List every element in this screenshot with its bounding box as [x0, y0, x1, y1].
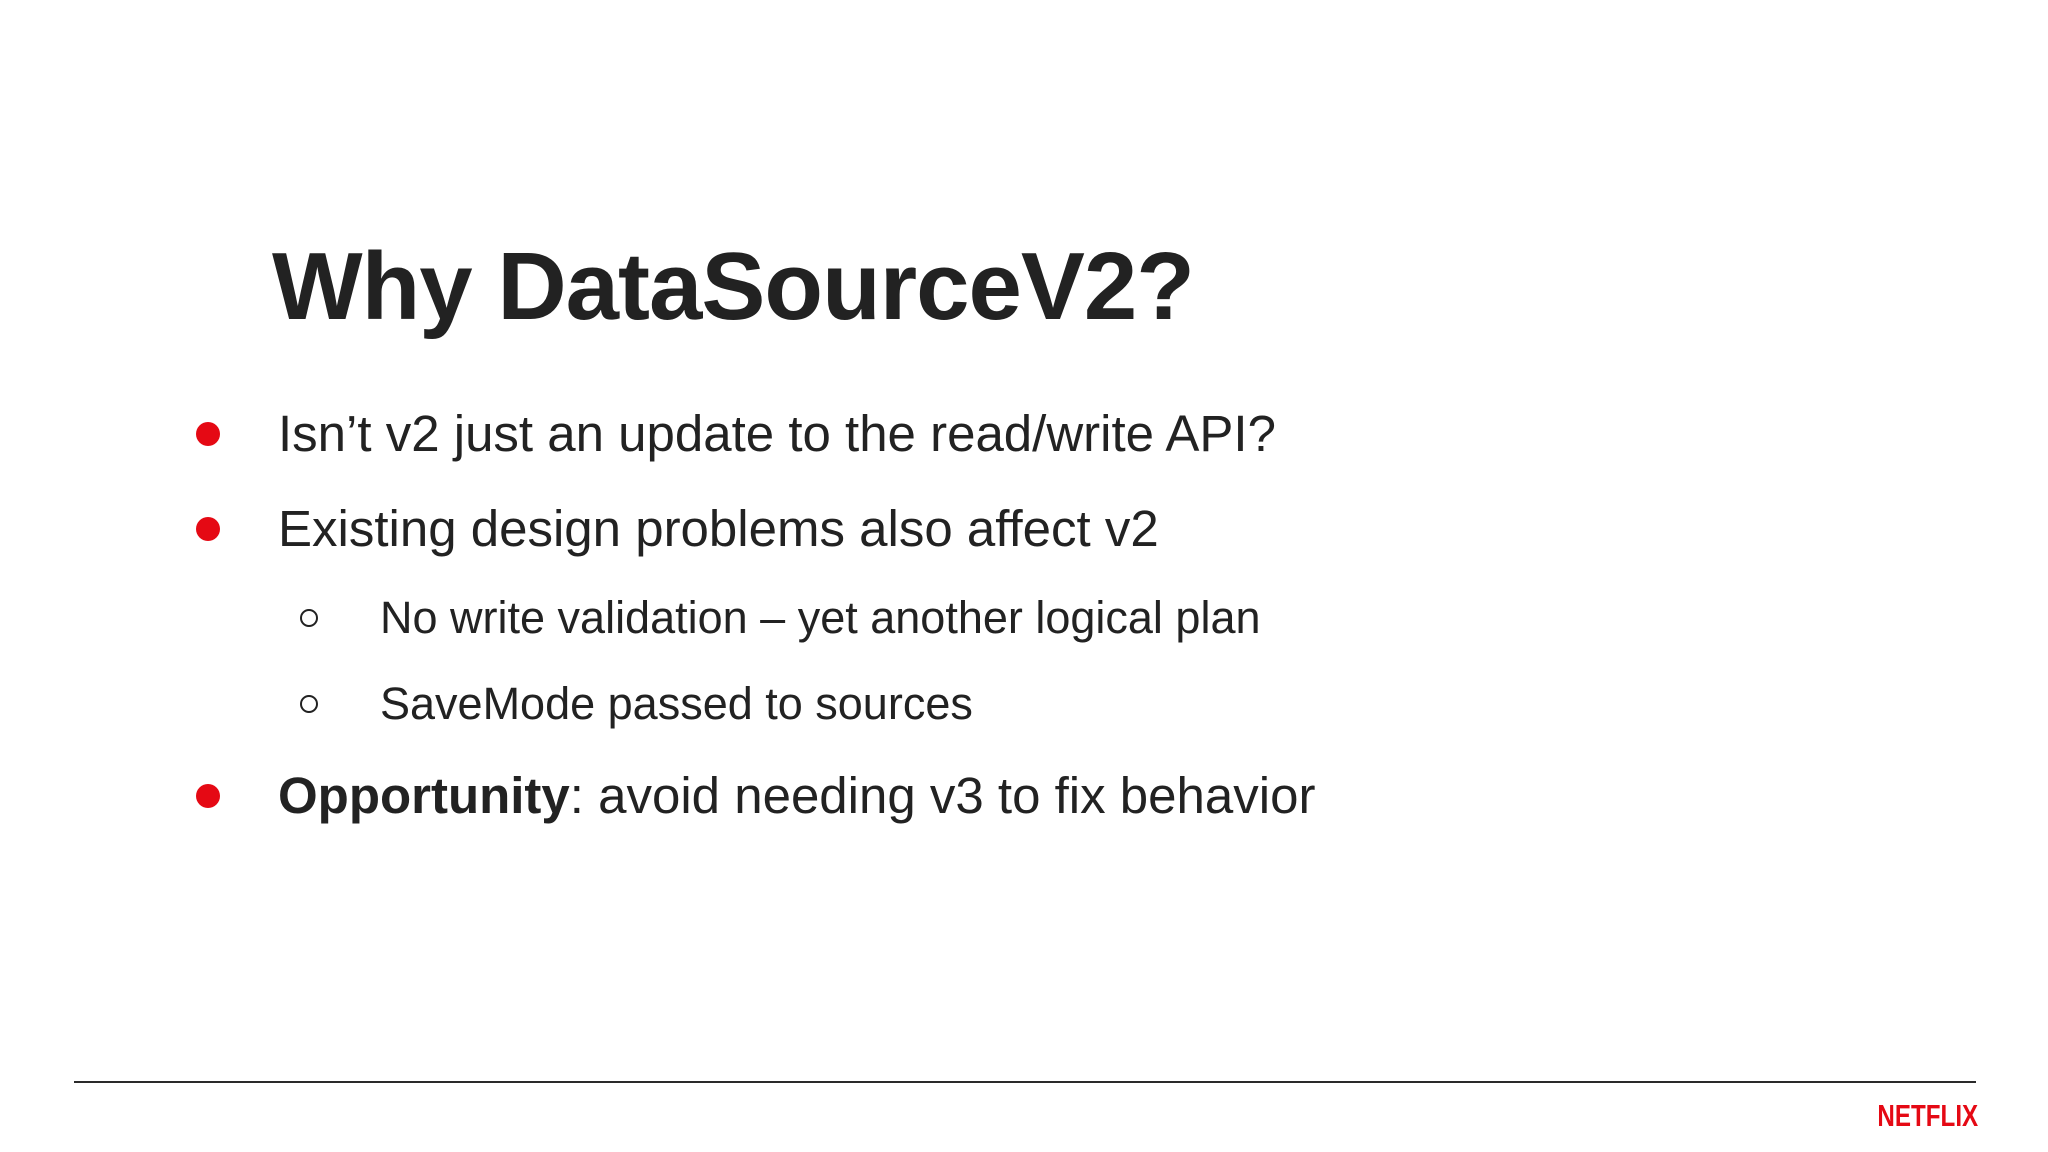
slide-title: Why DataSourceV2? [272, 233, 1194, 340]
sub-bullet-item [300, 676, 973, 732]
bullet-text: Isn’t v2 just an update to the read/write API? [278, 405, 1276, 462]
bullet-dot-icon [196, 422, 220, 446]
bullet-item [196, 497, 1159, 561]
sub-bullet-circle-icon [300, 695, 318, 713]
bullet-dot-icon [196, 784, 220, 808]
bullet-bold-term: Opportunity [278, 767, 570, 824]
bullet-item [196, 764, 1316, 828]
bullet-text: Existing design problems also affect v2 [278, 500, 1159, 557]
sub-bullet-text: No write validation – yet another logical plan [380, 592, 1261, 643]
sub-bullet-circle-icon [300, 609, 318, 627]
sub-bullet-item [300, 590, 1261, 646]
bullet-item [196, 402, 1276, 466]
bullet-text [278, 764, 1315, 828]
bullet-rest-text: : avoid needing v3 to fix behavior [569, 767, 1316, 824]
bullet-dot-icon [196, 517, 220, 541]
footer-divider [74, 1081, 1976, 1083]
netflix-logo: NETFLIX [1877, 1098, 1978, 1133]
sub-bullet-text: SaveMode passed to sources [380, 678, 973, 729]
